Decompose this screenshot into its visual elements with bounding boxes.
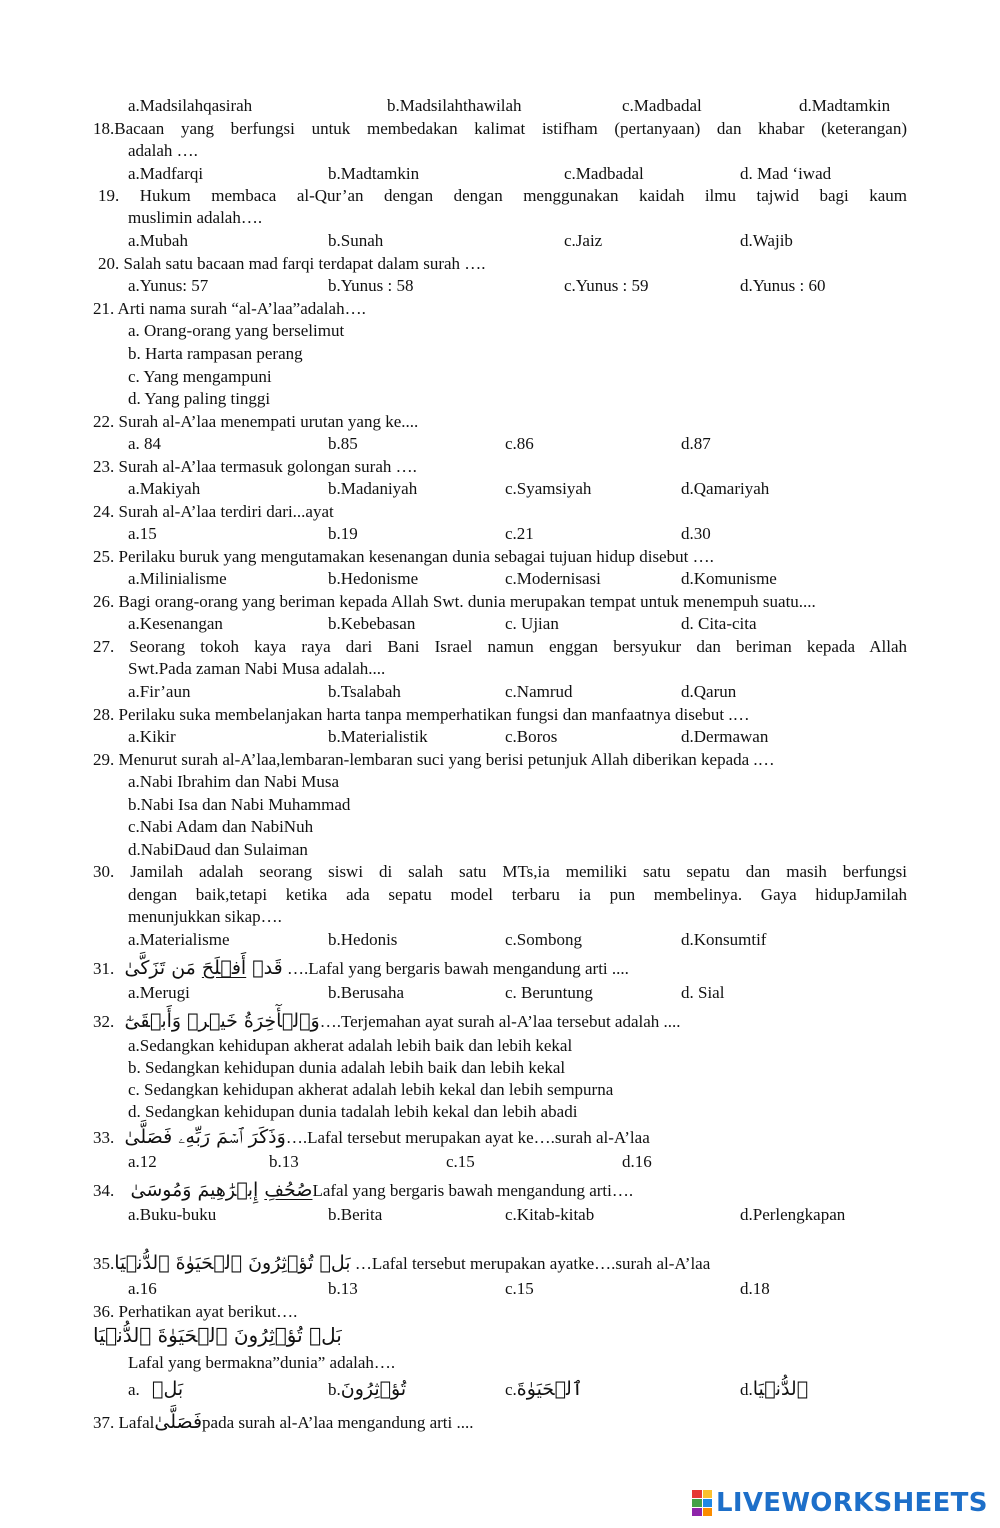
q21-option-b[interactable]: b. Harta rampasan perang xyxy=(128,344,303,363)
q30-text-line1: 30. Jamilah adalah seorang siswi di salah satu MTs,ia memiliki satu sepatu dan masih berfungsi xyxy=(93,862,907,881)
q30-option-b[interactable]: b.Hedonis xyxy=(328,930,398,949)
q34-arabic-rest: إِبۡرَٰهِيمَ وَمُوسَىٰ xyxy=(130,1179,265,1201)
q32-arabic-verse: وَٱلۡأٓخِرَةُ خَيۡرٞ وَأَبۡقَىٰٓ xyxy=(124,1010,320,1032)
q31-text: ….Lafal yang bergaris bawah mengandung arti .... xyxy=(282,959,629,978)
q24-option-b[interactable]: b.19 xyxy=(328,524,358,543)
q19-option-d[interactable]: d.Wajib xyxy=(740,231,793,250)
q27-option-b[interactable]: b.Tsalabah xyxy=(328,682,401,701)
q29-text: 29. Menurut surah al-A’laa,lembaran-lembaran suci yang berisi petunjuk Allah diberikan kepada .… xyxy=(93,750,775,769)
q25-text: 25. Perilaku buruk yang mengutamakan kesenangan dunia sebagai tujuan hidup disebut …. xyxy=(93,547,714,566)
q33-question xyxy=(93,1126,650,1150)
q36-option-c[interactable] xyxy=(505,1378,583,1402)
liveworksheets-logo xyxy=(692,1488,988,1518)
q25-option-c[interactable]: c.Modernisasi xyxy=(505,569,601,588)
q27-option-c[interactable]: c.Namrud xyxy=(505,682,573,701)
q18-option-b[interactable]: b.Madtamkin xyxy=(328,164,420,183)
q31-arabic-rest: مَن تَزَكَّىٰ xyxy=(124,957,202,979)
q26-option-b[interactable]: b.Kebebasan xyxy=(328,614,416,633)
q25-option-a[interactable]: a.Milinialisme xyxy=(128,569,227,588)
q18-text-line2: adalah …. xyxy=(128,141,198,160)
q33-arabic-verse: وَذَكَرَ ٱسۡمَ رَبِّهِۦ فَصَلَّىٰ xyxy=(124,1126,286,1148)
q25-option-b[interactable]: b.Hedonisme xyxy=(328,569,419,588)
q31-arabic-plain: قَدۡ xyxy=(246,957,283,979)
q36-option-c-letter: c. xyxy=(505,1380,517,1399)
q29-option-d[interactable]: d.NabiDaud dan Sulaiman xyxy=(128,840,308,859)
q31-arabic-verse xyxy=(125,957,283,979)
q22-text: 22. Surah al-A’laa menempati urutan yang ke.... xyxy=(93,412,419,431)
q24-option-c[interactable]: c.21 xyxy=(505,524,534,543)
q33-option-c[interactable]: c.15 xyxy=(446,1152,475,1171)
q20-text: 20. Salah satu bacaan mad farqi terdapat dalam surah …. xyxy=(98,254,486,273)
q19-option-b[interactable]: b.Sunah xyxy=(328,231,384,250)
q18-text-line1: 18.Bacaan yang berfungsi untuk membedakan kalimat istifham (pertanyaan) dan khabar (keterangan) xyxy=(93,119,907,138)
q32-option-d[interactable]: d. Sedangkan kehidupan dunia tadalah lebih kekal dan lebih abadi xyxy=(128,1102,578,1121)
q36-option-d-arabic: ٱلدُّنۡيَا xyxy=(752,1378,809,1400)
q36-text: 36. Perhatikan ayat berikut…. xyxy=(93,1302,298,1321)
q19-option-a[interactable]: a.Mubah xyxy=(128,231,188,250)
q33-option-d[interactable]: d.16 xyxy=(622,1152,652,1171)
q30-option-d[interactable]: d.Konsumtif xyxy=(681,930,767,949)
q33-number: 33. xyxy=(93,1128,115,1147)
q23-option-b[interactable]: b.Madaniyah xyxy=(328,479,418,498)
q35-option-c[interactable]: c.15 xyxy=(505,1279,534,1298)
q34-option-a[interactable]: a.Buku-buku xyxy=(128,1205,217,1224)
q18-option-c[interactable]: c.Madbadal xyxy=(564,164,644,183)
q19-option-c[interactable]: c.Jaiz xyxy=(564,231,603,250)
q32-option-a[interactable]: a.Sedangkan kehidupan akherat adalah lebih baik dan lebih kekal xyxy=(128,1036,573,1055)
q37-question xyxy=(93,1411,473,1435)
q36-option-b[interactable] xyxy=(328,1378,406,1402)
q19-text-line1: 19. Hukum membaca al-Qur’an dengan dengan menggunakan kaidah ilmu tajwid bagi kaum xyxy=(98,186,907,205)
q31-option-c[interactable]: c. Beruntung xyxy=(505,983,593,1002)
q26-text: 26. Bagi orang-orang yang beriman kepada Allah Swt. dunia merupakan tempat untuk menempuh suatu.... xyxy=(93,592,816,611)
q36-option-a-letter: a. xyxy=(128,1380,140,1399)
q28-option-a[interactable]: a.Kikir xyxy=(128,727,176,746)
q29-option-c[interactable]: c.Nabi Adam dan NabiNuh xyxy=(128,817,314,836)
q17-option-b[interactable]: b.Madsilahthawilah xyxy=(387,96,522,115)
q23-text: 23. Surah al-A’laa termasuk golongan surah …. xyxy=(93,457,417,476)
q24-option-a[interactable]: a.15 xyxy=(128,524,157,543)
q24-text: 24. Surah al-A’laa terdiri dari...ayat xyxy=(93,502,334,521)
q21-option-c[interactable]: c. Yang mengampuni xyxy=(128,367,272,386)
q37-arabic: فَصَلَّىٰ xyxy=(154,1411,203,1433)
q27-option-a[interactable]: a.Fir’aun xyxy=(128,682,191,701)
q34-number: 34. xyxy=(93,1181,115,1200)
q31-number: 31. xyxy=(93,959,115,978)
q30-text-line2: dengan baik,tetapi ketika ada sepatu model terbaru ia pun membelinya. Gaya hidupJamilah xyxy=(128,885,907,904)
q35-option-d[interactable]: d.18 xyxy=(740,1279,770,1298)
q30-option-c[interactable]: c.Sombong xyxy=(505,930,582,949)
q32-option-c[interactable]: c. Sedangkan kehidupan akherat adalah lebih kekal dan lebih sempurna xyxy=(128,1080,614,1099)
q27-option-d[interactable]: d.Qarun xyxy=(681,682,737,701)
q21-text: 21. Arti nama surah “al-A’laa”adalah…. xyxy=(93,299,366,318)
q22-option-d[interactable]: d.87 xyxy=(681,434,711,453)
q36-option-d-letter: d. xyxy=(740,1380,753,1399)
q33-text: ….Lafal tersebut merupakan ayat ke….surah al-A’laa xyxy=(285,1128,650,1147)
q33-option-b[interactable]: b.13 xyxy=(269,1152,299,1171)
q35-text: …Lafal tersebut merupakan ayatke….surah al-A’laa xyxy=(350,1254,711,1273)
q28-option-b[interactable]: b.Materialistik xyxy=(328,727,428,746)
q31-option-d[interactable]: d. Sial xyxy=(681,983,725,1002)
q26-option-d[interactable]: d. Cita-cita xyxy=(681,614,757,633)
q35-arabic-verse: بَلۡ تُؤۡثِرُونَ ٱلۡحَيَوٰةَ ٱلدُّنۡيَا xyxy=(114,1252,351,1274)
q36-arabic-verse: بَلۡ تُؤۡثِرُونَ ٱلۡحَيَوٰةَ ٱلدُّنۡيَا xyxy=(93,1323,342,1347)
q23-option-d[interactable]: d.Qamariyah xyxy=(681,479,770,498)
q34-option-d[interactable]: d.Perlengkapan xyxy=(740,1205,846,1224)
q35-number: 35. xyxy=(93,1254,115,1273)
q22-option-b[interactable]: b.85 xyxy=(328,434,358,453)
q34-option-b[interactable]: b.Berita xyxy=(328,1205,383,1224)
q34-arabic-verse xyxy=(131,1179,313,1201)
q32-number: 32. xyxy=(93,1012,115,1031)
q21-option-a[interactable]: a. Orang-orang yang berselimut xyxy=(128,321,345,340)
q35-question xyxy=(93,1252,710,1276)
q21-option-d[interactable]: d. Yang paling tinggi xyxy=(128,389,271,408)
q22-option-a[interactable]: a. 84 xyxy=(128,434,162,453)
q36-option-a[interactable] xyxy=(128,1378,183,1402)
q35-option-a[interactable]: a.16 xyxy=(128,1279,157,1298)
q27-text-line2: Swt.Pada zaman Nabi Musa adalah.... xyxy=(128,659,386,678)
q17-option-a[interactable]: a.Madsilahqasirah xyxy=(128,96,253,115)
q31-option-a[interactable]: a.Merugi xyxy=(128,983,190,1002)
q36-option-a-arabic: بَلۡ xyxy=(152,1378,184,1400)
q23-option-c[interactable]: c.Syamsiyah xyxy=(505,479,592,498)
q31-arabic-underlined: أَفۡلَحَ xyxy=(201,957,247,979)
q25-option-d[interactable]: d.Komunisme xyxy=(681,569,777,588)
q36-text2: Lafal yang bermakna”dunia” adalah…. xyxy=(128,1353,396,1372)
q24-option-d[interactable]: d.30 xyxy=(681,524,711,543)
q32-option-b[interactable]: b. Sedangkan kehidupan dunia adalah lebih baik dan lebih kekal xyxy=(128,1058,566,1077)
q17-option-d[interactable]: d.Madtamkin xyxy=(799,96,891,115)
q23-option-a[interactable]: a.Makiyah xyxy=(128,479,201,498)
q28-option-d[interactable]: d.Dermawan xyxy=(681,727,769,746)
q29-option-b[interactable]: b.Nabi Isa dan Nabi Muhammad xyxy=(128,795,351,814)
q20-option-b[interactable]: b.Yunus : 58 xyxy=(328,276,414,295)
q29-option-a[interactable]: a.Nabi Ibrahim dan Nabi Musa xyxy=(128,772,340,791)
q34-text: Lafal yang bergaris bawah mengandung arti…. xyxy=(312,1181,634,1200)
q37-suffix: pada surah al-A’laa mengandung arti .... xyxy=(202,1413,474,1432)
q36-option-b-arabic: تُؤۡثِرُونَ xyxy=(340,1378,407,1400)
q28-text: 28. Perilaku suka membelanjakan harta tanpa memperhatikan fungsi dan manfaatnya disebut .… xyxy=(93,705,750,724)
q18-option-d[interactable]: d. Mad ‘iwad xyxy=(740,164,832,183)
q32-text: ….Terjemahan ayat surah al-A’laa tersebut adalah .... xyxy=(319,1012,681,1031)
liveworksheets-logo-icon xyxy=(692,1490,712,1516)
q31-option-b[interactable]: b.Berusaha xyxy=(328,983,405,1002)
q27-text-line1: 27. Seorang tokoh kaya raya dari Bani Israel namun enggan bersyukur dan beriman kepada Allah xyxy=(93,637,907,656)
q34-option-c[interactable]: c.Kitab-kitab xyxy=(505,1205,595,1224)
q33-option-a[interactable]: a.12 xyxy=(128,1152,157,1171)
q31-question xyxy=(93,957,629,981)
q34-arabic-underlined: صُحُفِ xyxy=(264,1179,313,1201)
q28-option-c[interactable]: c.Boros xyxy=(505,727,558,746)
q30-option-a[interactable]: a.Materialisme xyxy=(128,930,230,949)
q36-option-d[interactable] xyxy=(740,1378,808,1402)
q26-option-a[interactable]: a.Kesenangan xyxy=(128,614,223,633)
q35-option-b[interactable]: b.13 xyxy=(328,1279,358,1298)
q32-question xyxy=(93,1010,681,1034)
liveworksheets-logo-text: LIVEWORKSHEETS xyxy=(716,1487,988,1518)
q26-option-c[interactable]: c. Ujian xyxy=(505,614,559,633)
q36-option-c-arabic: ٱلۡحَيَوٰةَ xyxy=(516,1378,583,1400)
q36-option-b-letter: b. xyxy=(328,1380,341,1399)
q30-text-line3: menunjukkan sikap…. xyxy=(128,907,282,926)
q22-option-c[interactable]: c.86 xyxy=(505,434,534,453)
q18-option-a[interactable]: a.Madfarqi xyxy=(128,164,204,183)
q19-text-line2: muslimin adalah…. xyxy=(128,208,263,227)
q20-option-a[interactable]: a.Yunus: 57 xyxy=(128,276,209,295)
q37-prefix: 37. Lafal xyxy=(93,1413,155,1432)
q20-option-c[interactable]: c.Yunus : 59 xyxy=(564,276,649,295)
q17-option-c[interactable]: c.Madbadal xyxy=(622,96,702,115)
q20-option-d[interactable]: d.Yunus : 60 xyxy=(740,276,826,295)
q34-question xyxy=(93,1179,633,1203)
